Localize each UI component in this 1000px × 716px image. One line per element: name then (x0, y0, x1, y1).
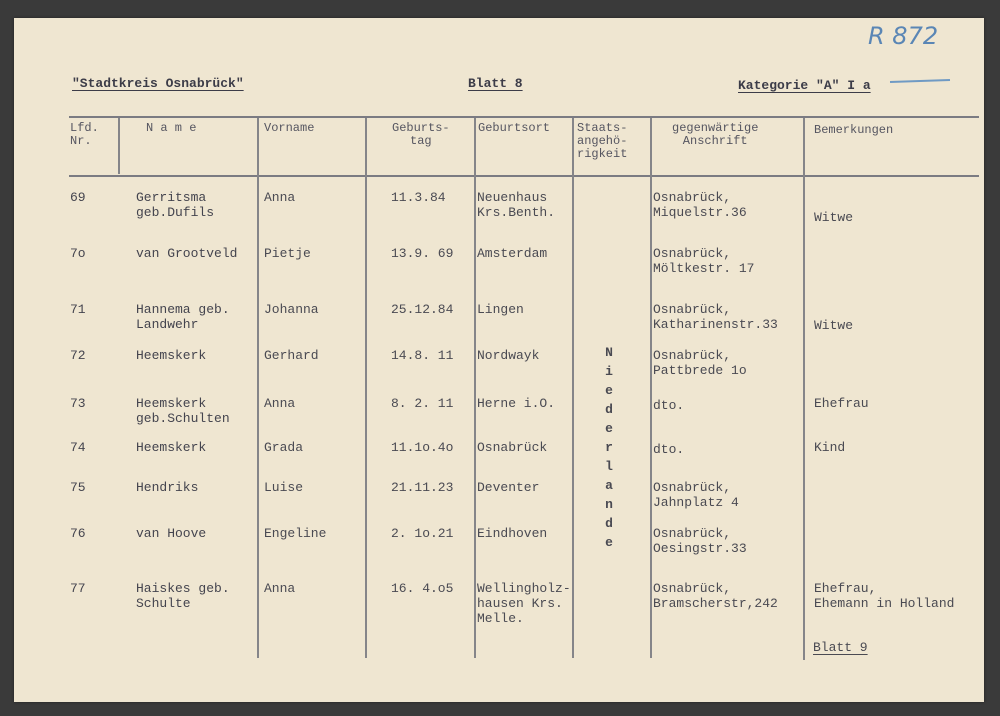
col-divider (803, 118, 805, 660)
sheet-number: Blatt 8 (468, 76, 523, 91)
col-header-geburtsort: Geburtsort (478, 121, 551, 135)
row-name: van Grootveld (136, 246, 238, 261)
row-geburtstag: 16. 4.o5 (391, 581, 454, 596)
row-bemerkungen: Ehefrau (814, 396, 869, 411)
row-number: 72 (70, 348, 86, 363)
row-number: 75 (70, 480, 86, 495)
nationality-letter: r (605, 440, 613, 455)
archive-mark: R 872 (868, 22, 939, 50)
document-sheet (14, 18, 984, 702)
row-bemerkungen: Kind (814, 440, 846, 455)
table-header-rule (69, 175, 979, 177)
row-anschrift: Osnabrück, Oesingstr.33 (653, 526, 747, 556)
row-vorname: Luise (264, 480, 304, 495)
row-geburtsort: Amsterdam (477, 246, 548, 261)
nationality-letter: e (605, 383, 613, 398)
row-vorname: Anna (264, 581, 296, 596)
row-geburtsort: Wellingholz- hausen Krs. Melle. (477, 581, 571, 626)
row-geburtstag: 21.11.23 (391, 480, 454, 495)
col-header-name: N a m e (146, 121, 197, 135)
row-anschrift: Osnabrück, Möltkestr. 17 (653, 246, 755, 276)
row-number: 7o (70, 246, 86, 261)
nationality-letter: e (605, 535, 613, 550)
row-geburtsort: Lingen (477, 302, 524, 317)
row-geburtstag: 2. 1o.21 (391, 526, 454, 541)
row-geburtsort: Herne i.O. (477, 396, 556, 411)
row-geburtstag: 8. 2. 11 (391, 396, 454, 411)
row-geburtstag: 25.12.84 (391, 302, 454, 317)
row-geburtsort: Nordwayk (477, 348, 540, 363)
row-number: 71 (70, 302, 86, 317)
row-name: van Hoove (136, 526, 207, 541)
row-number: 69 (70, 190, 86, 205)
row-number: 77 (70, 581, 86, 596)
row-geburtstag: 11.3.84 (391, 190, 446, 205)
col-divider (474, 118, 476, 658)
row-bemerkungen: Witwe (814, 318, 854, 333)
nationality-letter: a (605, 478, 613, 493)
col-divider (365, 118, 367, 658)
table-top-rule (69, 116, 979, 118)
row-anschrift: Osnabrück, Miquelstr.36 (653, 190, 747, 220)
row-name: Gerritsma geb.Dufils (136, 190, 215, 220)
row-name: Hendriks (136, 480, 199, 495)
row-anschrift: Osnabrück, Jahnplatz 4 (653, 480, 739, 510)
row-number: 73 (70, 396, 86, 411)
row-geburtstag: 11.1o.4o (391, 440, 454, 455)
row-anschrift: Osnabrück, Pattbrede 1o (653, 348, 747, 378)
col-divider (572, 118, 574, 658)
row-vorname: Engeline (264, 526, 327, 541)
row-number: 74 (70, 440, 86, 455)
row-geburtsort: Deventer (477, 480, 540, 495)
nationality-letter: n (605, 497, 613, 512)
row-name: Heemskerk geb.Schulten (136, 396, 230, 426)
col-header-geburtstag: Geburts- tag (392, 121, 450, 148)
nationality-letter: l (605, 459, 613, 474)
row-geburtsort: Osnabrück (477, 440, 548, 455)
district-title: "Stadtkreis Osnabrück" (72, 76, 244, 91)
row-vorname: Anna (264, 396, 296, 411)
category-label: Kategorie "A" I a (738, 78, 871, 93)
col-divider (257, 118, 259, 658)
col-header-lfd: Lfd. Nr. (70, 121, 99, 148)
row-geburtsort: Eindhoven (477, 526, 548, 541)
row-anschrift: dto. (653, 442, 685, 457)
nationality-vertical (602, 343, 616, 552)
row-name: Heemskerk (136, 440, 207, 455)
col-header-bemerkungen: Bemerkungen (814, 123, 894, 137)
row-anschrift: Osnabrück, Bramscherstr,242 (653, 581, 778, 611)
row-vorname: Johanna (264, 302, 319, 317)
pencil-underline (890, 79, 950, 83)
row-vorname: Pietje (264, 246, 311, 261)
row-name: Haiskes geb. Schulte (136, 581, 230, 611)
col-divider (118, 118, 120, 174)
row-number: 76 (70, 526, 86, 541)
nationality-letter: d (605, 402, 613, 417)
row-geburtsort: Neuenhaus Krs.Benth. (477, 190, 556, 220)
row-geburtstag: 13.9. 69 (391, 246, 454, 261)
row-bemerkungen: Witwe (814, 210, 854, 225)
nationality-letter: N (605, 345, 613, 360)
next-sheet: Blatt 9 (813, 640, 868, 655)
row-geburtstag: 14.8. 11 (391, 348, 454, 363)
nationality-letter: e (605, 421, 613, 436)
row-name: Hannema geb. Landwehr (136, 302, 230, 332)
col-header-anschrift: gegenwärtige Anschrift (672, 121, 759, 148)
row-bemerkungen: Ehefrau, Ehemann in Holland (814, 581, 955, 611)
nationality-letter: d (605, 516, 613, 531)
nationality-letter: i (605, 364, 613, 379)
row-vorname: Anna (264, 190, 296, 205)
col-header-staat: Staats- angehö- rigkeit (577, 121, 628, 161)
row-name: Heemskerk (136, 348, 207, 363)
row-vorname: Gerhard (264, 348, 319, 363)
row-anschrift: dto. (653, 398, 685, 413)
col-divider (650, 118, 652, 658)
row-vorname: Grada (264, 440, 304, 455)
col-header-vorname: Vorname (264, 121, 315, 135)
row-anschrift: Osnabrück, Katharinenstr.33 (653, 302, 778, 332)
